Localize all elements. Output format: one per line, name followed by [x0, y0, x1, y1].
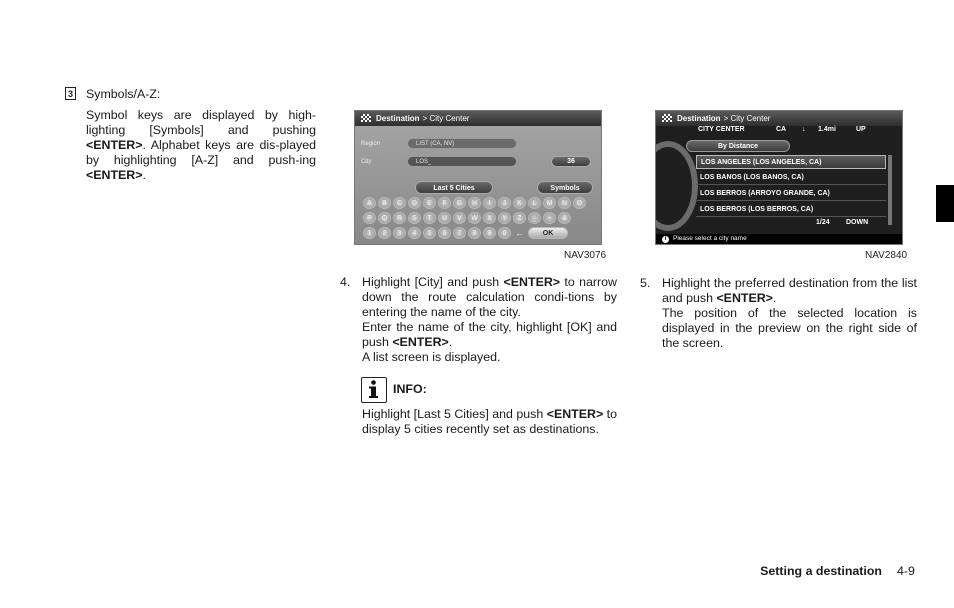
key[interactable]: A	[363, 197, 376, 209]
key[interactable]: 8	[468, 227, 481, 239]
chapter-tab	[936, 185, 954, 222]
enter-key-label: <ENTER>	[86, 168, 143, 182]
region-label: Region	[361, 141, 381, 147]
status-bar	[656, 234, 902, 244]
item-number-badge: 3	[65, 87, 76, 100]
key[interactable]: P	[363, 212, 376, 224]
key[interactable]: 5	[423, 227, 436, 239]
region-field[interactable]: LIST (CA, NV)	[407, 138, 517, 149]
scroll-arc	[655, 141, 698, 231]
keyboard-row-2	[363, 212, 595, 224]
step-text: The position of the selected location is displayed in the preview on the right side of the screen.	[662, 306, 917, 350]
screen-breadcrumb: > City Center	[422, 114, 470, 123]
key[interactable]: 4	[408, 227, 421, 239]
key[interactable]: D	[408, 197, 421, 209]
list-item[interactable]: LOS BERROS (LOS BERROS, CA)	[696, 203, 886, 217]
info-icon: i	[662, 236, 669, 243]
page-indicator: 1/24	[816, 219, 830, 226]
body-text: .	[772, 291, 777, 305]
key[interactable]: K	[513, 197, 526, 209]
body-text: Highlight [City] and push	[362, 275, 504, 289]
screen-header	[656, 111, 902, 126]
key[interactable]: X	[483, 212, 496, 224]
key[interactable]: J	[498, 197, 511, 209]
key[interactable]: &	[558, 212, 571, 224]
step-text	[362, 320, 617, 350]
figure-caption: NAV3076	[564, 250, 607, 261]
list-item[interactable]: LOS ANGELES (LOS ANGELES, CA)	[696, 155, 886, 169]
key[interactable]: I	[483, 197, 496, 209]
step-text: A list screen is displayed.	[362, 350, 501, 364]
symbols-button[interactable]: Symbols	[537, 181, 593, 194]
result-count-button[interactable]: 36	[551, 156, 591, 167]
item-description	[86, 108, 316, 183]
key[interactable]: F	[438, 197, 451, 209]
screen-title: Destination	[677, 114, 721, 123]
key[interactable]: C	[393, 197, 406, 209]
key[interactable]: E	[423, 197, 436, 209]
scroll-up-button[interactable]: UP	[856, 126, 866, 133]
key[interactable]: W	[468, 212, 481, 224]
section-title: Setting a destination	[760, 564, 882, 578]
screen-header	[355, 111, 601, 126]
info-text	[362, 407, 617, 437]
ok-key[interactable]: OK	[528, 227, 568, 239]
key[interactable]: V	[453, 212, 466, 224]
last-5-cities-button[interactable]: Last 5 Cities	[415, 181, 493, 194]
enter-key-label: <ENTER>	[716, 291, 773, 305]
list-item[interactable]: LOS BANOS (LOS BANOS, CA)	[696, 171, 886, 185]
key[interactable]: B	[378, 197, 391, 209]
key[interactable]: -	[543, 212, 556, 224]
step-text	[362, 275, 617, 320]
city-center-column: CITY CENTER	[698, 126, 745, 133]
key[interactable]: _	[528, 212, 541, 224]
screen-title: Destination	[376, 114, 420, 123]
enter-key-label: <ENTER>	[86, 138, 143, 152]
key[interactable]: L	[528, 197, 541, 209]
body-text: to narrow down the route calculation condi-tions by entering the name of the city.	[362, 275, 618, 319]
city-list-screenshot	[655, 110, 903, 245]
key[interactable]: N	[558, 197, 571, 209]
step-5	[640, 276, 917, 351]
body-text: .	[448, 335, 453, 349]
city-label: City	[361, 159, 372, 165]
enter-key-label: <ENTER>	[546, 407, 604, 421]
key[interactable]: H	[468, 197, 481, 209]
scroll-down-button[interactable]: DOWN	[846, 219, 869, 226]
body-text: Highlight the preferred destination from the list and push	[662, 276, 917, 305]
key[interactable]: G	[453, 197, 466, 209]
key[interactable]: Y	[498, 212, 511, 224]
state-column: CA	[776, 126, 787, 133]
info-title: INFO:	[393, 382, 427, 396]
list-item[interactable]: LOS BERROS (ARROYO GRANDE, CA)	[696, 187, 886, 201]
body-text: .	[142, 168, 146, 182]
key[interactable]: R	[393, 212, 406, 224]
destination-flag-icon	[662, 114, 672, 122]
page-number: 4-9	[897, 564, 915, 578]
backspace-key[interactable]: ←	[515, 228, 524, 238]
key[interactable]: 6	[438, 227, 451, 239]
body-text: Highlight [Last 5 Cities] and push	[362, 407, 547, 421]
key[interactable]: S	[408, 212, 421, 224]
body-text: Symbol keys are displayed by high-lighting [Symbols] and pushing	[86, 108, 316, 137]
list-header	[656, 126, 902, 138]
by-distance-button[interactable]: By Distance	[686, 140, 790, 152]
destination-flag-icon	[361, 114, 371, 122]
key[interactable]: O	[573, 197, 586, 209]
body-text: to display 5 cities recently set as destinations.	[362, 407, 618, 436]
key[interactable]: 1	[363, 227, 376, 239]
enter-key-label: <ENTER>	[503, 275, 561, 289]
key[interactable]: U	[438, 212, 451, 224]
enter-key-label: <ENTER>	[392, 335, 449, 349]
figure-caption: NAV2840	[865, 250, 908, 261]
step-number: 4.	[340, 275, 351, 289]
key[interactable]: 9	[483, 227, 496, 239]
keyboard-row-3	[363, 227, 595, 239]
key[interactable]: 7	[453, 227, 466, 239]
distance-value: 1.4mi	[818, 126, 836, 133]
city-entry-screenshot	[354, 110, 602, 245]
city-input[interactable]: LOS_	[407, 156, 517, 167]
step-number: 5.	[640, 276, 651, 290]
key[interactable]: M	[543, 197, 556, 209]
step-text	[662, 276, 917, 306]
scrollbar[interactable]	[888, 155, 892, 225]
item-title: Symbols/A-Z:	[86, 87, 161, 101]
info-icon	[361, 377, 387, 403]
keyboard-row-1	[363, 197, 595, 209]
step-4	[340, 275, 617, 365]
key[interactable]: 0	[498, 227, 511, 239]
key[interactable]: T	[423, 212, 436, 224]
key[interactable]: Q	[378, 212, 391, 224]
body-text: Enter the name of the city, highlight [OK] and push	[362, 320, 617, 349]
status-text: Please select a city name	[673, 235, 747, 242]
down-arrow-icon: ↓	[802, 126, 806, 133]
screen-breadcrumb: > City Center	[723, 114, 771, 123]
key[interactable]: 3	[393, 227, 406, 239]
key[interactable]: Z	[513, 212, 526, 224]
body-text: . Alphabet keys are dis-played by highlighting [A-Z] and push-ing	[86, 138, 316, 167]
key[interactable]: 2	[378, 227, 391, 239]
